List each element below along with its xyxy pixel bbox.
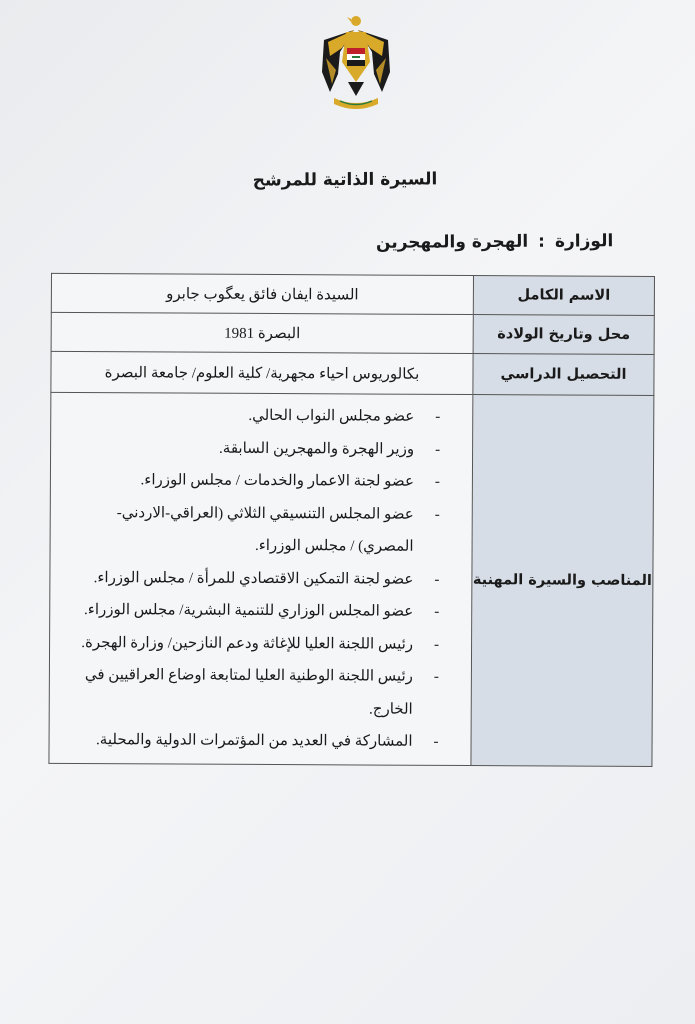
list-item: - المشاركة في العديد من المؤتمرات الدولية والمحلية. — [75, 724, 442, 758]
full-name-value: السيدة ايفان فائق يعگوب جابرو — [51, 273, 473, 314]
list-item: - رئيس اللجنة الوطنية العليا لمتابعة اوضاع العراقيين في الخارج. — [76, 659, 443, 726]
list-item: - عضو لجنة التمكين الاقتصادي للمرأة / مجلس الوزراء. — [76, 561, 443, 595]
ministry-label: الوزارة — [554, 231, 614, 252]
career-list — [63, 393, 458, 765]
career-label: المناصب والسيرة المهنية — [471, 395, 654, 766]
birth-place-date-value: البصرة 1981 — [51, 312, 473, 353]
list-item: - عضو لجنة الاعمار والخدمات / مجلس الوزراء. — [77, 464, 444, 498]
ministry-colon: : — [537, 231, 545, 252]
career-value — [49, 392, 473, 765]
list-item: - عضو المجلس الوزاري للتنمية البشرية/ مجلس الوزراء. — [76, 594, 443, 628]
list-item: - عضو مجلس النواب الحالي. — [77, 399, 444, 433]
ministry-line — [376, 231, 613, 253]
education-label: التحصيل الدراسي — [473, 354, 654, 396]
table-row — [51, 351, 654, 395]
cv-table — [48, 273, 655, 767]
ministry-value: الهجرة والمهجرين — [375, 231, 528, 253]
education-value: بكالوريوس احياء مجهرية/ كلية العلوم/ جامعة البصرة — [51, 351, 473, 394]
list-item: - رئيس اللجنة العليا للإغاثة ودعم النازحين/ وزارة الهجرة. — [76, 626, 443, 660]
birth-place-date-label: محل وتاريخ الولادة — [473, 315, 654, 355]
table-row — [51, 312, 654, 354]
full-name-label: الاسم الكامل — [473, 276, 654, 316]
list-item: - عضو المجلس التنسيقي الثلاثي (العراقي-الاردني-المصري) / مجلس الوزراء. — [76, 496, 443, 563]
list-item: - وزير الهجرة والمهجرين السابقة. — [77, 431, 444, 465]
document-title: السيرة الذاتية للمرشح — [252, 169, 438, 191]
table-row — [51, 273, 654, 315]
iraq-eagle-emblem-icon — [318, 12, 394, 112]
table-row — [49, 392, 654, 766]
